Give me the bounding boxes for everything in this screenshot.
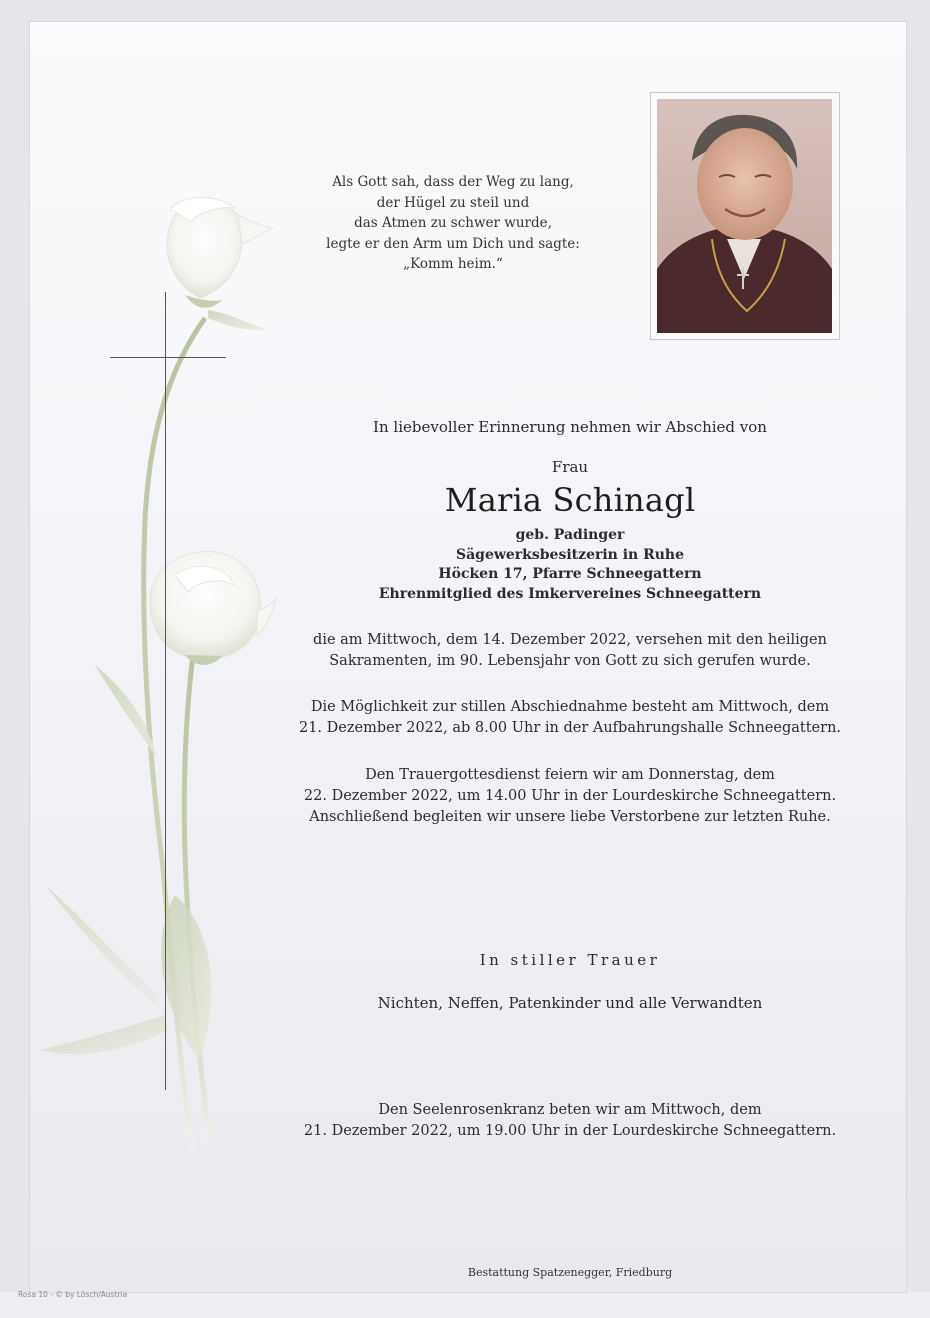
service-notice — [290, 765, 850, 828]
leaf — [208, 310, 268, 330]
poem-line: „Komm heim.“ — [403, 256, 503, 272]
paragraph-line: Anschließend begleiten wir unsere liebe Verstorbene zur letzten Ruhe. — [309, 809, 831, 825]
rosary-notice — [290, 1100, 850, 1142]
cross-horizontal-line — [110, 357, 226, 358]
intro-text: In liebevoller Erinnerung nehmen wir Abschied von — [373, 418, 767, 436]
detail-line: geb. Padinger — [515, 527, 625, 543]
undertaker: Bestattung Spatzenegger, Friedburg — [467, 1266, 673, 1279]
mourning-heading: In stiller Trauer — [479, 951, 661, 969]
white-rose-illustration — [0, 0, 300, 1200]
rose-bud-top — [167, 198, 272, 308]
page-bottom-strip — [0, 1292, 930, 1318]
paragraph-line: 21. Dezember 2022, um 19.00 Uhr in der Lourdeskirche Schneegattern. — [303, 1123, 837, 1139]
paragraph-line: Den Trauergottesdienst feiern wir am Donnerstag, dem — [365, 767, 775, 783]
detail-line: Höcken 17, Pfarre Schneegattern — [438, 566, 702, 582]
poem-line: der Hügel zu steil und — [376, 194, 530, 211]
paragraph-line: Sakramenten, im 90. Lebensjahr von Gott zu sich gerufen wurde. — [329, 653, 811, 669]
leaf — [45, 885, 160, 1010]
portrait-photo — [657, 99, 832, 333]
poem-line: das Atmen zu schwer wurde, — [354, 215, 552, 231]
paragraph-line: die am Mittwoch, dem 14. Dezember 2022, versehen mit den heiligen — [313, 632, 827, 648]
deceased-details — [300, 526, 840, 604]
rose-bloom-lower — [150, 552, 276, 665]
detail-line: Ehrenmitglied des Imkervereines Schneegattern — [378, 585, 762, 602]
paragraph-line: Die Möglichkeit zur stillen Abschiednahme besteht am Mittwoch, dem — [310, 699, 830, 715]
leaf — [40, 1015, 168, 1054]
poem-line: Als Gott sah, dass der Weg zu lang, — [332, 174, 574, 190]
mourners: Nichten, Neffen, Patenkinder und alle Verwandten — [377, 994, 763, 1012]
leaf — [161, 895, 211, 1060]
death-notice — [290, 630, 850, 672]
paragraph-line: Den Seelenrosenkranz beten wir am Mittwoch, dem — [378, 1102, 762, 1118]
paragraph-line: 21. Dezember 2022, ab 8.00 Uhr in der Aufbahrungshalle Schneegattern. — [298, 720, 842, 736]
poem — [318, 172, 588, 275]
deceased-name: Maria Schinagl — [444, 481, 696, 519]
cross-vertical-line — [165, 292, 166, 1090]
poem-line: legte er den Arm um Dich und sagte: — [326, 235, 580, 252]
detail-line: Sägewerksbesitzerin in Ruhe — [455, 546, 685, 563]
paragraph-line: 22. Dezember 2022, um 14.00 Uhr in der Lourdeskirche Schneegattern. — [303, 788, 837, 804]
copyright-note: Rosa 10 - © by Lösch/Austria — [18, 1290, 128, 1299]
farewell-notice — [290, 697, 850, 739]
salutation: Frau — [551, 458, 589, 476]
